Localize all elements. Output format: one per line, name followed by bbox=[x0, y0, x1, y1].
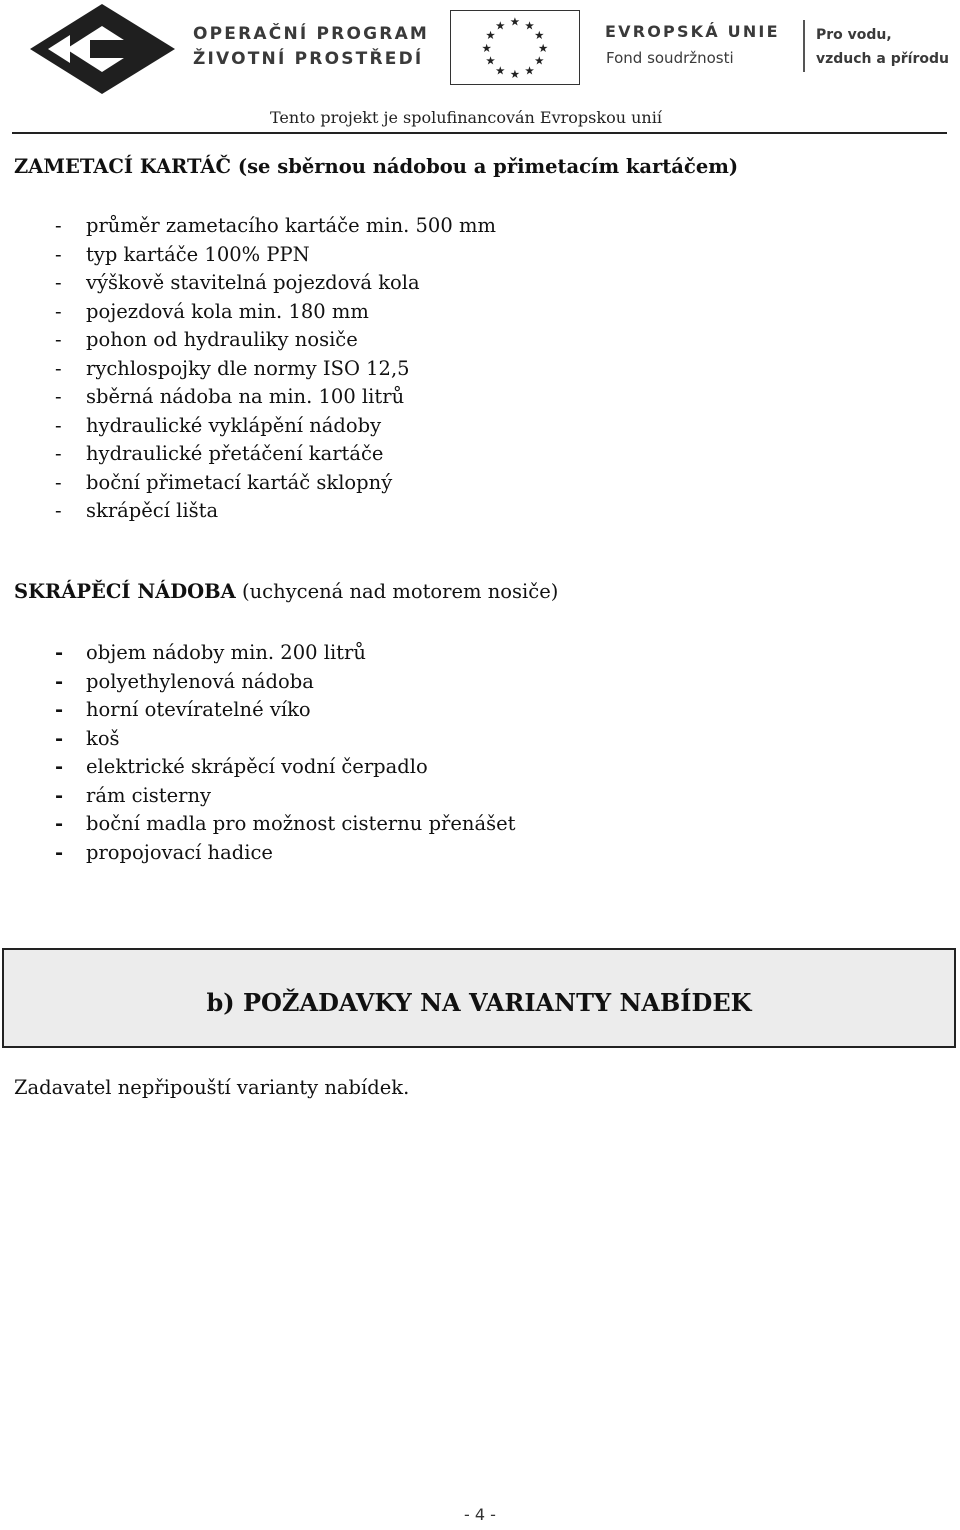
svg-text:★: ★ bbox=[537, 40, 549, 55]
svg-text:★: ★ bbox=[509, 14, 521, 29]
slogan-line-2: vzduch a přírodu bbox=[816, 51, 949, 67]
list-item: - koš bbox=[55, 725, 515, 754]
slogan-line-1: Pro vodu, bbox=[816, 27, 892, 43]
svg-text:★: ★ bbox=[485, 28, 496, 43]
program-line-1: OPERAČNÍ PROGRAM bbox=[193, 24, 430, 44]
list-item: - boční přimetací kartáč sklopný bbox=[55, 469, 496, 498]
list-item: - propojovací hadice bbox=[55, 839, 515, 868]
list-item: - rychlospojky dle normy ISO 12,5 bbox=[55, 355, 496, 384]
svg-text:★: ★ bbox=[524, 18, 535, 33]
svg-text:★: ★ bbox=[534, 28, 545, 43]
list-item: - pojezdová kola min. 180 mm bbox=[55, 298, 496, 327]
list-item: - typ kartáče 100% PPN bbox=[55, 241, 496, 270]
svg-text:★: ★ bbox=[524, 63, 535, 78]
list-item: - boční madla pro možnost cisternu přenášet bbox=[55, 810, 515, 839]
cofinancing-note: Tento projekt je spolufinancován Evropskou unií bbox=[270, 108, 662, 127]
list-item: - horní otevíratelné víko bbox=[55, 696, 515, 725]
list-item: - elektrické skrápěcí vodní čerpadlo bbox=[55, 753, 515, 782]
list-item: - průměr zametacího kartáče min. 500 mm bbox=[55, 212, 496, 241]
program-name bbox=[193, 22, 429, 72]
list-item: - výškově stavitelná pojezdová kola bbox=[55, 269, 496, 298]
svg-text:★: ★ bbox=[534, 53, 545, 68]
sweeping-brush-spec-list bbox=[55, 212, 496, 526]
header-rule bbox=[12, 132, 947, 134]
section-title-rest: (uchycená nad motorem nosiče) bbox=[235, 580, 559, 603]
spray-tank-spec-list bbox=[55, 639, 515, 867]
section-title-spray-tank bbox=[14, 580, 558, 603]
svg-text:★: ★ bbox=[509, 67, 521, 82]
list-item: - objem nádoby min. 200 litrů bbox=[55, 639, 515, 668]
page-number: - 4 - bbox=[464, 1505, 496, 1524]
section-title-variants: b) POŽADAVKY NA VARIANTY NABÍDEK bbox=[206, 987, 752, 1017]
variants-statement: Zadavatel nepřipouští varianty nabídek. bbox=[14, 1076, 410, 1099]
slogan bbox=[816, 23, 949, 71]
list-item: - hydraulické vyklápění nádoby bbox=[55, 412, 496, 441]
op-zp-logo-icon bbox=[30, 4, 175, 94]
eu-title: EVROPSKÁ UNIE bbox=[605, 22, 780, 41]
variants-section-box bbox=[2, 948, 956, 1048]
list-item: - skrápěcí lišta bbox=[55, 497, 496, 526]
svg-text:★: ★ bbox=[495, 63, 506, 78]
section-title-bold: SKRÁPĚCÍ NÁDOBA bbox=[14, 580, 236, 603]
list-item: - hydraulické přetáčení kartáče bbox=[55, 440, 496, 469]
svg-text:★: ★ bbox=[481, 40, 493, 55]
program-line-2: ŽIVOTNÍ PROSTŘEDÍ bbox=[193, 49, 424, 69]
page-header bbox=[0, 0, 960, 135]
svg-text:★: ★ bbox=[485, 53, 496, 68]
list-item: - polyethylenová nádoba bbox=[55, 668, 515, 697]
list-item: - rám cisterny bbox=[55, 782, 515, 811]
list-item: - sběrná nádoba na min. 100 litrů bbox=[55, 383, 496, 412]
list-item: - pohon od hydrauliky nosiče bbox=[55, 326, 496, 355]
eu-flag-icon bbox=[450, 10, 580, 85]
section-title-sweeping-brush: ZAMETACÍ KARTÁČ (se sběrnou nádobou a přimetacím kartáčem) bbox=[14, 155, 739, 178]
svg-text:★: ★ bbox=[495, 18, 506, 33]
header-divider bbox=[803, 20, 805, 72]
eu-subtitle: Fond soudržnosti bbox=[606, 49, 734, 67]
